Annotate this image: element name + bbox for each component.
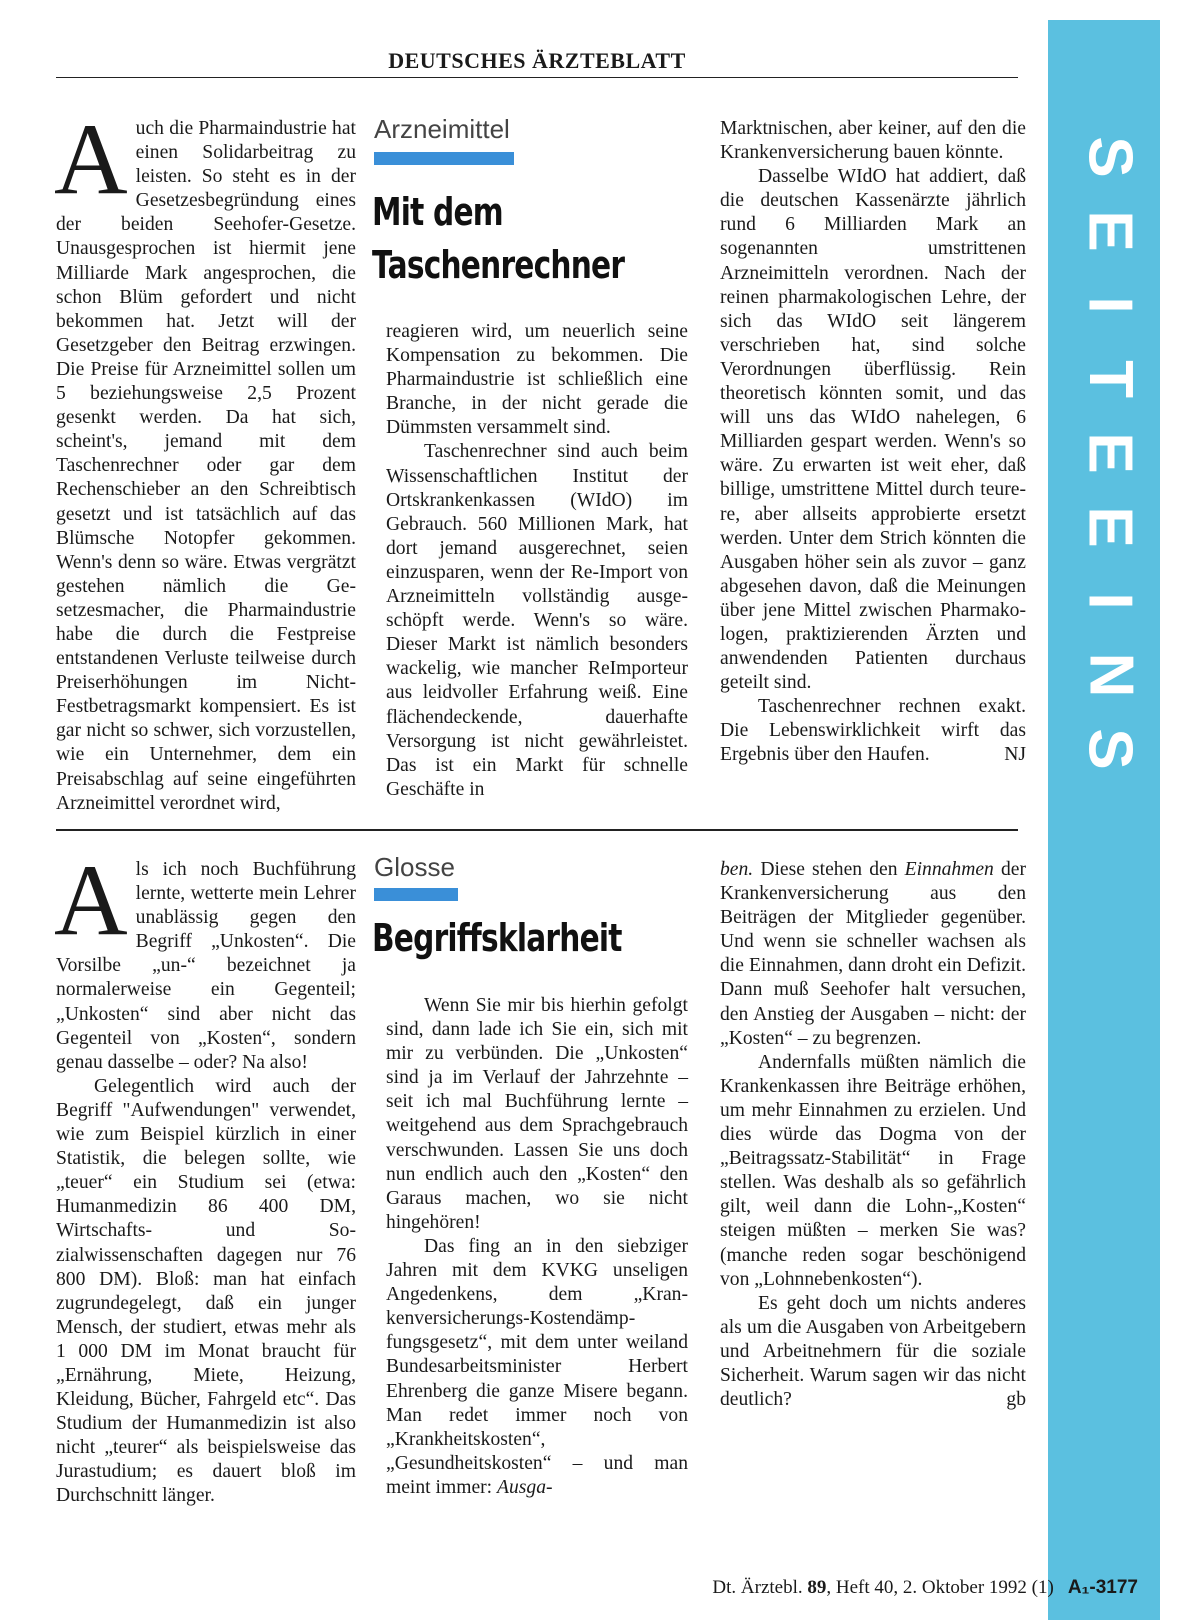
article2-emphasis: ben. bbox=[720, 859, 754, 880]
side-banner bbox=[1048, 20, 1160, 1620]
side-banner-letter: E bbox=[1075, 432, 1145, 474]
footer-volume: 89 bbox=[807, 1577, 827, 1598]
article2-paragraph bbox=[720, 858, 1026, 1051]
side-banner-letters bbox=[1048, 120, 1160, 786]
article1-paragraph bbox=[720, 695, 1026, 767]
article1-paragraph bbox=[54, 103, 356, 816]
article1-rubric-bar bbox=[374, 152, 514, 165]
side-banner-letter: S bbox=[1075, 136, 1145, 178]
article1-text: Taschenrechner rechnen exakt. Die Lebenswirklichkeit wirft das Ergebnis über den Haufen. bbox=[720, 696, 1026, 766]
article2-column-3 bbox=[720, 858, 1026, 1412]
article1-column-2 bbox=[386, 320, 688, 802]
article1-paragraph: Marktnischen, aber keiner, auf den die Krankenversicherung bauen könnte. bbox=[720, 118, 1026, 164]
article1-rubric: Arzneimittel bbox=[374, 114, 510, 144]
article-divider bbox=[56, 829, 1018, 831]
side-banner-letter: E bbox=[1075, 210, 1145, 252]
footer-page-code: A₁-3177 bbox=[1067, 1577, 1138, 1598]
article2-paragraph bbox=[54, 844, 356, 1075]
article1-paragraph: Dasselbe WIdO hat addiert, daß die deutschen Kassenärzte jährlich rund 6 Milliarden Mark an sogenannten umstrittenen Arzneimitteln verordnen. Nach der reinen pharmakologischen Lehre, der sich das WIdO seit längerem verschrieben hat, sind solche Verordnungen überflüssig. Rein theoretisch könnten somit, und das will uns das WIdO nahelegen, 6 Milliarden gespart werden. Wenn's so wäre. Zu erwarten ist weit eher, daß billige, umstrittene Mittel durch teurere, aber allseits approbierte ersetzt werden. Unter dem Strich könnten die Ausgaben höher sein als zuvor – ganz abgesehen davon, daß die Meinungen über jene Mittel zwischen Pharmakologen, praktizierenden Ärzten und anwendenden Patienten durchaus geteilt sind. bbox=[720, 166, 1026, 694]
article2-paragraph: Andernfalls müßten nämlich die Krankenkassen ihre Beiträge erhöhen, um mehr Einnahmen zu erzielen. Und dies würde das Dogma von der „Beitragssatz-Stabilität“ in Frage stellen. Was deshalb als so gefährlich gilt, weil dann die Lohn-„Kosten“ steigen müßten – merken Sie was? (manche reden sogar beschönigend von „Lohnnebenkosten“). bbox=[720, 1051, 1026, 1290]
article2-emphasis: Einnahmen bbox=[904, 859, 994, 880]
article2-column-2 bbox=[386, 994, 688, 1500]
article2-column-1 bbox=[54, 844, 356, 1509]
article1-paragraph: reagieren wird, um neuerlich seine Kompensation zu bekommen. Die Pharmaindustrie ist schließlich eine Branche, in der nicht gerade die Dümmsten versammelt sind. bbox=[386, 321, 688, 439]
article2-text: Diese stehen den bbox=[753, 859, 905, 880]
article1-headline-line2: Taschenrechner bbox=[372, 243, 625, 287]
footer-journal: Dt. Ärztebl. bbox=[712, 1577, 808, 1598]
article2-paragraph bbox=[720, 1292, 1026, 1412]
article1-column-3 bbox=[720, 117, 1026, 768]
masthead-title: DEUTSCHES ÄRZTEBLATT bbox=[388, 48, 686, 73]
article2-text: Es geht doch um nichts anderes als um die Ausgaben von Arbeitgebern und Arbeitnehmern für die soziale Sicherheit. Warum sagen wir das nicht deutlich? bbox=[720, 1292, 1026, 1411]
article1-text: uch die Pharmaindustrie hat einen Solidarbeitrag zu leisten. So steht es in der Gesetzesbegründung eines der beiden Seehofer-Gesetze. Unausgesprochen ist hiermit jene Milliarde Mark angesprochen, die schon Blüm gefordert und nicht bekommen hat. Jetzt will der Gesetzgeber den Beitrag erzwingen. Die Preise für Arzneimittel sollen um 5 beziehungsweise 2,5 Prozent gesenkt werden. Da hat sich, scheint's, jemand mit dem Taschenrechner oder gar dem Rechenschieber an den Schreibtisch gesetzt und ist tatsächlich auf das Blümsche Notopfer gekommen. Wenn's denn so wäre. Etwas vergrätzt gestehen nämlich die Gesetzesmacher, die Pharmaindustrie habe die durch die Festpreise entstandenen Verluste teilweise durch Preiserhöhungen im Nicht-Festbetragsmarkt kompensiert. Es ist gar nicht so schwer, sich vorzustellen, wie ein Unternehmer, dem ein Preisabschlag auf seine eingeführten Arzneimittel verordnet wird, bbox=[56, 118, 356, 814]
article2-paragraph: Wenn Sie mir bis hierhin gefolgt sind, dann lade ich Sie ein, sich mit mir zu verbünden. Die „Unkosten“ sind ja im Verlauf der Jahrzehnte – seit ich mal Buchführung lernte – weitgehend aus dem Sprachgebrauch verschwunden. Lassen Sie uns doch nun endlich auch den „Kosten“ den Garaus machen, wo sie nicht hingehören! bbox=[386, 995, 688, 1233]
article2-headline: Begriffsklarheit bbox=[372, 916, 622, 960]
article1-column-1 bbox=[54, 103, 356, 816]
article2-emphasis: Ausga- bbox=[497, 1476, 553, 1498]
article2-text: der Krankenversicherung aus den Beiträgen der Mitglieder gegenüber. Und wenn sie schneller wachsen als die Einnahmen, dann droht ein Defizit. Dann muß Seehofer halt versuchen, den Anstieg der Ausgaben – nicht: der „Kosten“ – zu begrenzen. bbox=[720, 859, 1026, 1049]
article2-paragraph: Gelegentlich wird auch der Begriff "Aufwendungen" verwendet, wie zum Beispiel kürzlich in einer Statistik, die belegen sollte, wie „teuer“ ein Studium sei (etwa: Humanmedizin 86 400 DM, Wirtschafts- und Sozialwissenschaften dagegen nur 76 800 DM). Bloß: man hat einfach zugrundegelegt, daß ein junger Mensch, der studiert, etwas mehr als 1 000 DM im Monat braucht für „Ernährung, Miete, Heizung, Kleidung, Bücher, Fahrgeld etc“. Das Studium der Humanmedizin ist also nicht „teurer“ als beispielsweise das Jurastudium; es dauert bloß im Durchschnitt länger. bbox=[56, 1075, 356, 1507]
masthead bbox=[56, 48, 1018, 78]
page-footer bbox=[712, 1577, 1138, 1599]
footer-issue: , Heft 40, 2. Oktober 1992 (1) bbox=[826, 1577, 1054, 1598]
article2-signature: gb bbox=[1006, 1389, 1026, 1411]
side-banner-letter: S bbox=[1075, 728, 1145, 770]
article1-headline-line1: Mit dem bbox=[372, 190, 503, 234]
article2-text: Das fing an in den siebziger Jahren mit dem KVKG unseligen Angedenkens, dem „Krankenversicherungs-Kostendämpfungsgesetz“, mit dem unter weiland Bundesarbeitsminister Herbert Ehrenberg die ganze Misere begann. Man redet immer noch von „Krankheitskosten“, „Gesundheitskosten“ – und man meint immer: bbox=[386, 1235, 688, 1498]
side-banner-letter: I bbox=[1075, 592, 1145, 610]
side-banner-letter: E bbox=[1075, 506, 1145, 548]
article2-dropcap: A bbox=[54, 844, 128, 957]
side-banner-letter: I bbox=[1075, 296, 1145, 314]
article1-signature: NJ bbox=[1004, 744, 1026, 766]
article1-dropcap: A bbox=[54, 103, 128, 216]
article1-paragraph: Taschenrechner sind auch beim Wissenschaftlichen Institut der Ortskrankenkassen (WIdO) im Gebrauch. 560 Millionen Mark, hat dort jemand ausgerechnet, seien einzusparen, wenn der Re-Import von Arzneimitteln vollständig ausgeschöpft werde. Wenn's so wäre. Dieser Markt ist nämlich besonders wackelig, wie mancher ReImporteur aus leidvoller Erfahrung weiß. Eine flächendeckende, dauerhafte Versorgung ist nicht gewährleistet. Das ist ein Markt für schnelle Geschäfte in bbox=[386, 441, 688, 800]
article2-text: ls ich noch Buchführung lernte, wetterte mein Lehrer unablässig gegen den Begriff „Unkosten“. Die Vorsilbe „un-“ bezeichnet ja normalerweise ein Gegenteil; „Unkosten“ sind aber nicht das Gegenteil von „Kosten“, sondern genau dasselbe – oder? Na also! bbox=[56, 859, 356, 1073]
side-banner-letter: N bbox=[1076, 652, 1145, 698]
article2-rubric: Glosse bbox=[374, 852, 455, 882]
article2-paragraph bbox=[386, 1235, 688, 1500]
side-banner-letter: T bbox=[1076, 360, 1145, 398]
article2-rubric-bar bbox=[374, 888, 458, 901]
